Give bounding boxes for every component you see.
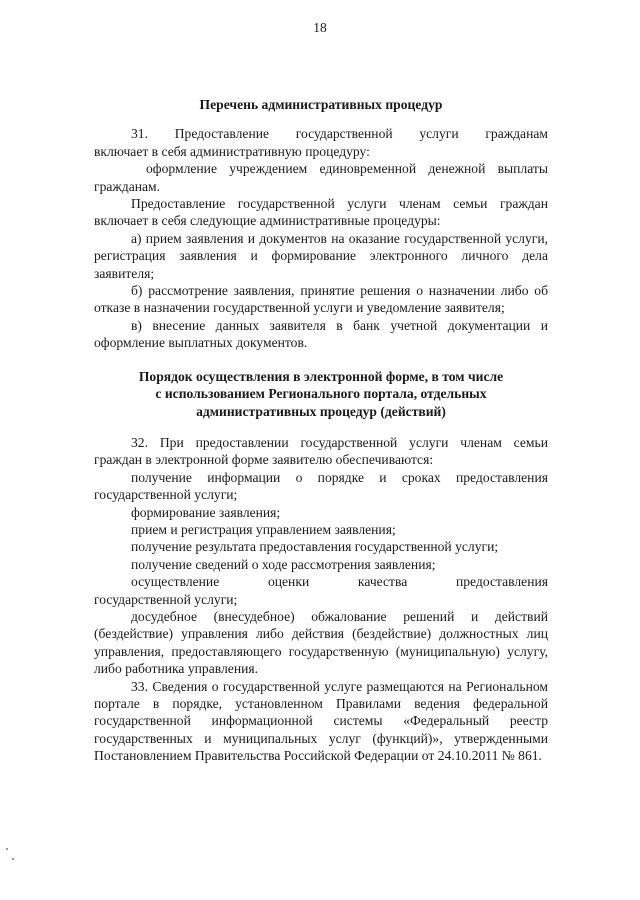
paragraph-32: 32. При предоставлении государственной услуги членам семьи граждан в электронной форме заявителю обеспечиваются: [94, 434, 548, 468]
document-body [94, 96, 548, 765]
paragraph-32-item-2: формирование заявления; [131, 504, 281, 520]
section-title-electronic [94, 368, 548, 420]
section-title-procedures: Перечень административных процедур [199, 97, 443, 112]
page-number: 18 [313, 20, 327, 35]
paragraph-32-item-4: получение результата предоставления государственной услуги; [131, 539, 499, 555]
list-item-a: а) прием заявления и документов на оказание государственной услуги, регистрация заявления и формирование электронного личного дела заявителя; [94, 230, 548, 281]
paragraph-32-item-1: получение информации о порядке и сроках предоставления государственной услуги; [94, 469, 548, 503]
scan-speck [12, 858, 14, 860]
section-title-electronic-line3: административных процедур (действий) [196, 403, 446, 419]
paragraph-33: 33. Сведения о государственной услуге размещаются на Региональном портале в порядке, установленном Правилами ведения федеральной государственной информационной системы «Федеральный реестр государственных и муниципальных услуг (функций)», утвержденными Постановлением Правительства Российской Федерации от 24.10.2011 № 861. [94, 678, 548, 764]
section-title-electronic-line2: с использованием Регионального портала, отдельных [155, 386, 487, 402]
paragraph-32-item-6: осуществление оценки качества предоставления государственной услуги; [94, 574, 548, 607]
scan-speck [6, 848, 8, 850]
paragraph-31: 31. Предоставление государственной услуги гражданам включает в себя административную процедуру: [94, 126, 548, 159]
list-item-v: в) внесение данных заявителя в банк учетной документации и оформление выплатных документов. [94, 317, 548, 351]
section-title-electronic-line1: Порядок осуществления в электронной форме, в том числе [138, 368, 504, 384]
paragraph-32-item-7: досудебное (внесудебное) обжалование решений и действий (бездействие) управления либо действия (бездействие) должностных лиц управления, предоставляющего государственную (муниципальную) услугу, либо работника управления. [94, 608, 548, 677]
list-item-b: б) рассмотрение заявления, принятие решения о назначении либо об отказе в назначении государственной услуги и уведомление заявителя; [94, 283, 548, 316]
paragraph-31-item: оформление учреждением единовременной денежной выплаты гражданам. [94, 161, 548, 194]
paragraph-32-item-3: прием и регистрация управлением заявления; [131, 521, 396, 537]
paragraph-31-family: Предоставление государственной услуги членам семьи граждан включает в себя следующие административные процедуры: [94, 196, 548, 229]
paragraph-32-item-5: получение сведений о ходе рассмотрения заявления; [131, 556, 436, 572]
